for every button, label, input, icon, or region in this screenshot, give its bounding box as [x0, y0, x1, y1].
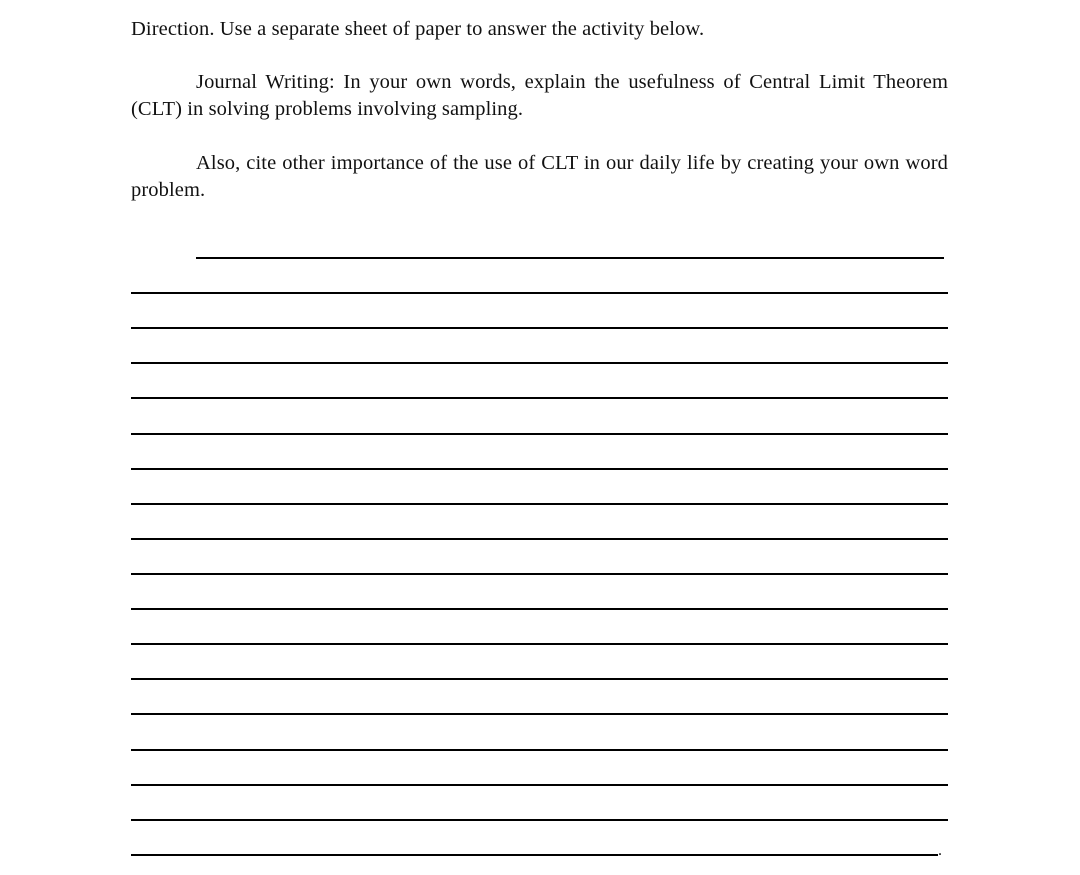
- answer-line[interactable]: [131, 538, 948, 540]
- answer-line[interactable]: [131, 643, 948, 645]
- word-problem-prompt: Also, cite other importance of the use of CLT in our daily life by creating your own word problem.: [131, 152, 948, 201]
- answer-line[interactable]: [131, 784, 948, 786]
- answer-line-indented[interactable]: [196, 257, 944, 259]
- answer-line[interactable]: [131, 608, 948, 610]
- answer-line-last[interactable]: [131, 854, 938, 856]
- direction-text: Direction. Use a separate sheet of paper to answer the activity below.: [131, 18, 705, 40]
- answer-line[interactable]: [131, 468, 948, 470]
- journal-writing-prompt: Journal Writing: In your own words, explain the usefulness of Central Limit Theorem (CLT) in solving problems involving sampling.: [131, 71, 948, 120]
- answer-line[interactable]: [131, 678, 948, 680]
- answer-line[interactable]: [131, 713, 948, 715]
- answer-line[interactable]: [131, 749, 948, 751]
- answer-line[interactable]: [131, 292, 948, 294]
- answer-line[interactable]: [131, 327, 948, 329]
- answer-line[interactable]: [131, 573, 948, 575]
- answer-line[interactable]: [131, 362, 948, 364]
- answer-line[interactable]: [131, 819, 948, 821]
- answer-line[interactable]: [131, 433, 948, 435]
- end-period: .: [938, 842, 942, 859]
- answer-line[interactable]: [131, 397, 948, 399]
- answer-line[interactable]: [131, 503, 948, 505]
